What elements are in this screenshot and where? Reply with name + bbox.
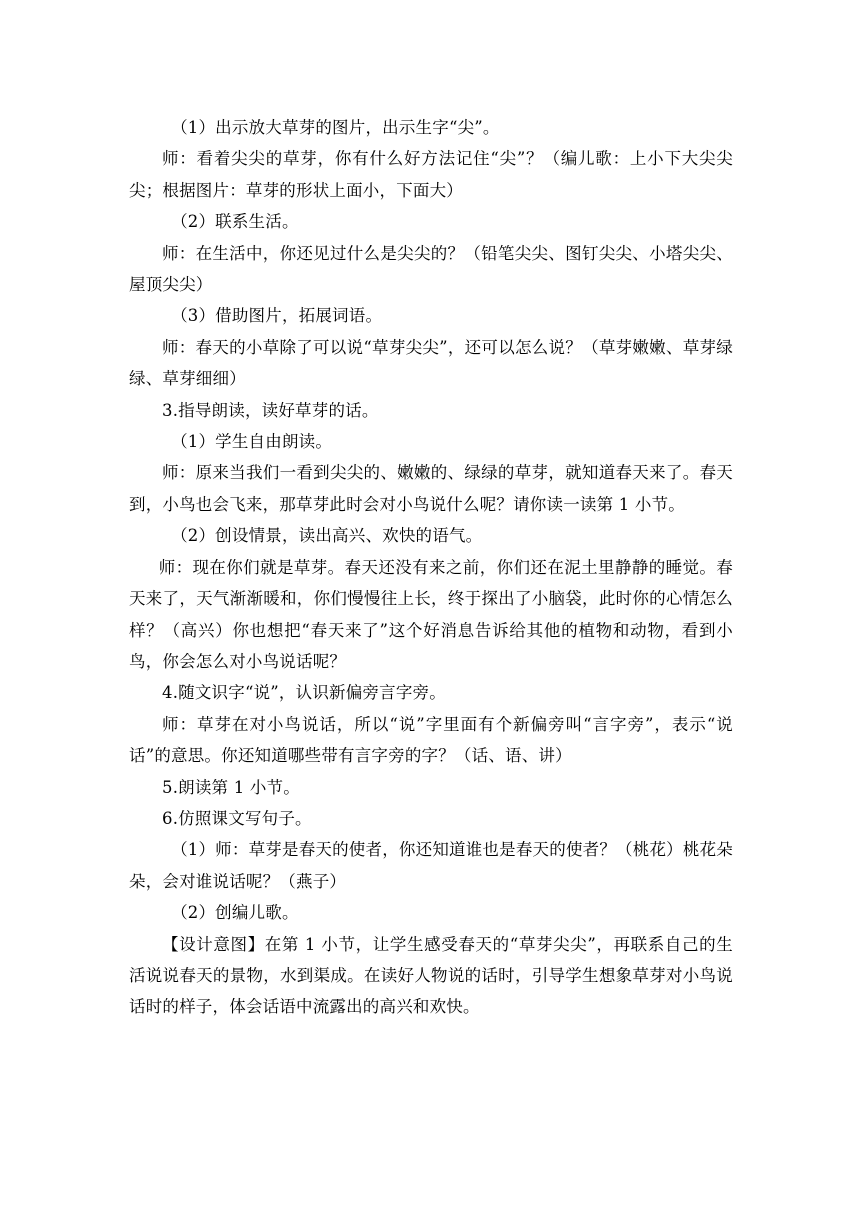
paragraph-13: 师：草芽在对小鸟说话，所以“说”字里面有个新偏旁叫“言字旁”，表示“说话”的意思。你还知道哪些带有言字旁的字？（话、语、讲） (129, 714, 733, 766)
paragraph-15: 6.仿照课文写句子。 (162, 808, 312, 828)
paragraph-11: 师：现在你们就是草芽。春天还没有来之前，你们还在泥土里静静的睡觉。春天来了，天气渐渐暖和，你们慢慢往上长，终于探出了小脑袋，此时你的心情怎么样？（高兴）你也想把“春天来了”这个好消息告诉给其他的植物和动物，看到小鸟，你会怎么对小鸟说话呢？ (129, 557, 733, 671)
paragraph-6: 师：春天的小草除了可以说“草芽尖尖”，还可以怎么说？（草芽嫩嫩、草芽绿绿、草芽细细） (129, 337, 733, 389)
paragraph-9: 师：原来当我们一看到尖尖的、嫩嫩的、绿绿的草芽，就知道春天来了。春天到，小鸟也会飞来，那草芽此时会对小鸟说什么呢？请你读一读第 1 小节。 (129, 463, 733, 514)
paragraph-12: 4.随文识字“说”，认识新偏旁言字旁。 (162, 683, 446, 703)
design-intent-paragraph: 【设计意图】在第 1 小节，让学生感受春天的“草芽尖尖”，再联系自己的生活说说春天的景物，水到渠成。在读好人物说的话时，引导学生想象草芽对小鸟说话时的样子，体会话语中流露出的高兴和欢快。 (129, 934, 733, 1017)
document-body (129, 112, 733, 1023)
paragraph-8: （1）学生自由朗读。 (171, 432, 333, 452)
paragraph-10: （2）创设情景，读出高兴、欢快的语气。 (171, 526, 483, 546)
paragraph-3: （2）联系生活。 (171, 212, 299, 232)
paragraph-1: （1）出示放大草芽的图片，出示生字“尖”。 (171, 118, 500, 137)
paragraph-4: 师：在生活中，你还见过什么是尖尖的？（铅笔尖尖、图钉尖尖、小塔尖尖、屋顶尖尖） (129, 243, 733, 295)
paragraph-7: 3.指导朗读，读好草芽的话。 (162, 400, 379, 420)
paragraph-16: （1）师：草芽是春天的使者，你还知道谁也是春天的使者？（桃花）桃花朵朵，会对谁说话呢？（燕子） (129, 840, 733, 891)
paragraph-14: 5.朗读第 1 小节。 (162, 777, 300, 797)
paragraph-17: （2）创编儿歌。 (171, 903, 299, 923)
paragraph-5: （3）借助图片，拓展词语。 (171, 306, 383, 326)
paragraph-2: 师：看着尖尖的草芽，你有什么好方法记住“尖”？（编儿歌：上小下大尖尖尖；根据图片：草芽的形状上面小，下面大） (129, 149, 733, 200)
